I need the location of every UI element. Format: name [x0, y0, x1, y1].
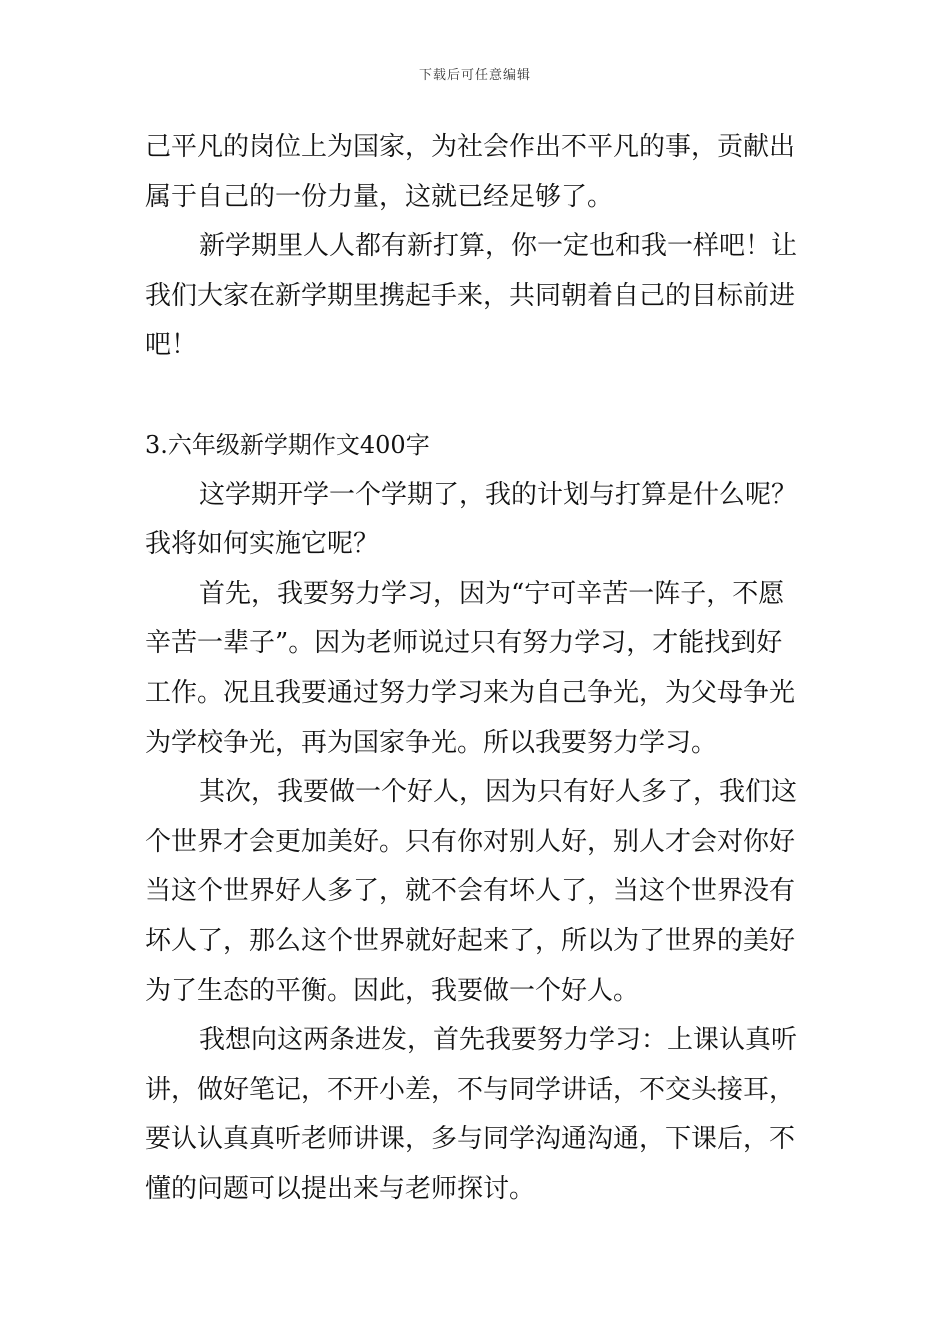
paragraph-line: 当这个世界好人多了，就不会有坏人了，当这个世界没有	[145, 876, 796, 907]
paragraph-line: 为学校争光，再为国家争光。所以我要努力学习。	[145, 727, 718, 758]
paragraph-line: 这学期开学一个学期了，我的计划与打算是什么呢？	[199, 479, 798, 510]
section-gap	[145, 371, 813, 421]
paragraph-line: 新学期里人人都有新打算，你一定也和我一样吧！让	[199, 231, 798, 262]
paragraph-2	[145, 222, 813, 371]
paragraph-line: 吧！	[145, 330, 198, 361]
paragraph-line: 讲，做好笔记，不开小差，不与同学讲话，不交头接耳，	[145, 1074, 796, 1105]
paragraph-1	[145, 123, 813, 222]
paragraph-line: 己平凡的岗位上为国家，为社会作出不平凡的事，贡献出	[145, 132, 796, 162]
paragraph-line: 我想向这两条进发，首先我要努力学习：上课认真听	[199, 1025, 798, 1056]
paragraph-line: 为了生态的平衡。因此，我要做一个好人。	[145, 975, 640, 1006]
paragraph-line: 坏人了，那么这个世界就好起来了，所以为了世界的美好	[145, 925, 796, 956]
paragraph-line: 我们大家在新学期里携起手来，共同朝着自己的目标前进	[145, 280, 796, 311]
paragraph-6	[145, 1016, 813, 1214]
document-body	[145, 123, 813, 1214]
paragraph-line: 属于自己的一份力量，这就已经足够了。	[145, 181, 614, 212]
paragraph-5	[145, 768, 813, 1016]
paragraph-line: 辛苦一辈子”。因为老师说过只有努力学习，才能找到好	[145, 628, 783, 659]
paragraph-line: 其次，我要做一个好人，因为只有好人多了，我们这	[199, 777, 798, 808]
paragraph-line: 工作。况且我要通过努力学习来为自己争光，为父母争光	[145, 677, 796, 708]
paragraph-line: 首先，我要努力学习，因为“宁可辛苦一阵子，不愿	[199, 578, 785, 609]
paragraph-line: 懂的问题可以提出来与老师探讨。	[145, 1173, 536, 1204]
paragraph-line: 个世界才会更加美好。只有你对别人好，别人才会对你好	[145, 826, 796, 857]
section-heading: 3.六年级新学期作文400字	[145, 430, 430, 459]
paragraph-3	[145, 471, 813, 570]
paragraph-line: 要认认真真听老师讲课，多与同学沟通沟通，下课后，不	[145, 1124, 796, 1155]
header-note: 下载后可任意编辑	[418, 68, 531, 83]
paragraph-line: 我将如何实施它呢？	[145, 529, 380, 560]
paragraph-4	[145, 570, 813, 768]
